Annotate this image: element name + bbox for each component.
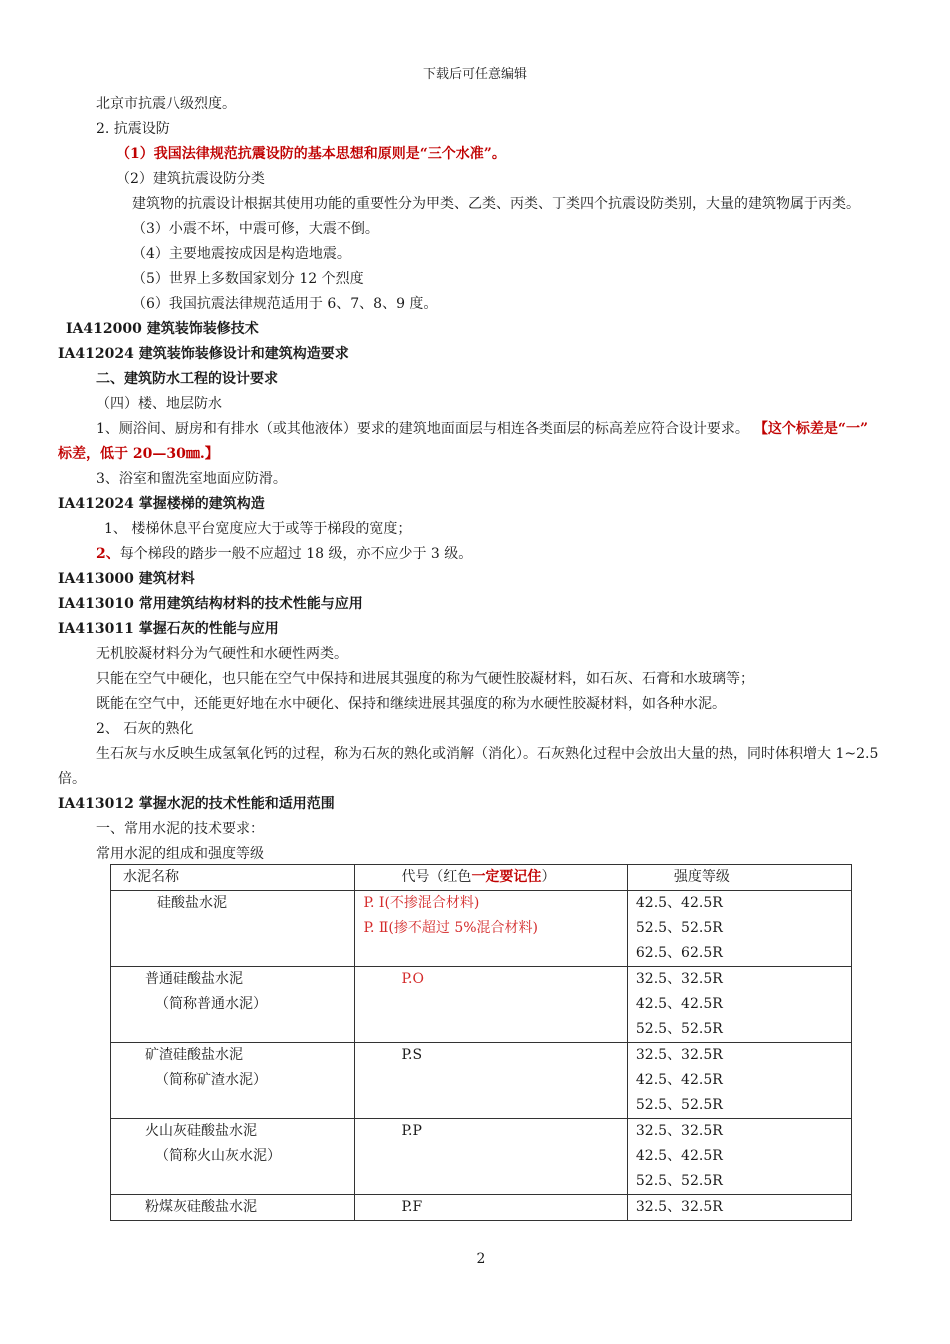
section-heading: IA412024 建筑装饰装修设计和建筑构造要求: [58, 346, 349, 362]
text-line: [96, 545, 472, 563]
cement-name: （简称火山灰水泥）: [155, 1148, 281, 1164]
cement-name: （简称矿渣水泥）: [155, 1072, 267, 1088]
strength-grade: 62.5、62.5R: [635, 945, 723, 961]
section-heading: IA413012 掌握水泥的技术性能和适用范围: [58, 796, 335, 812]
section-heading: 二、建筑防水工程的设计要求: [96, 371, 278, 387]
cement-code: P.S: [401, 1047, 423, 1063]
cement-name: 粉煤灰硅酸盐水泥: [145, 1199, 257, 1215]
text-line: 既能在空气中，还能更好地在水中硬化、保持和继续进展其强度的称为水硬性胶凝材料，如各种水泥。: [96, 696, 726, 712]
cement-name: 矿渣硅酸盐水泥: [145, 1047, 243, 1063]
highlight-line: 标差，低于 20—30㎜.】: [58, 446, 219, 462]
cement-code-cell: [355, 1043, 627, 1119]
text-line: （4）主要地震按成因是构造地震。: [132, 246, 351, 262]
page-header: 下载后可任意编辑: [422, 67, 527, 82]
table-row: [111, 967, 852, 1043]
text-line: 北京市抗震八级烈度。: [96, 96, 236, 112]
cement-name-cell: [111, 891, 355, 967]
text-line: 1、 楼梯休息平台宽度应大于或等于梯段的宽度；: [104, 521, 412, 537]
text-line: 一、常用水泥的技术要求：: [96, 821, 264, 837]
strength-grade: 32.5、32.5R: [635, 1123, 723, 1139]
header-cell-grade: 强度等级: [627, 865, 851, 891]
cement-name: 普通硅酸盐水泥: [145, 971, 243, 987]
table-row: [111, 891, 852, 967]
text-line: （6）我国抗震法律规范适用于 6、7、8、9 度。: [132, 296, 438, 312]
text-line: 建筑物的抗震设计根据其使用功能的重要性分为甲类、乙类、丙类、丁类四个抗震设防类别，大量的建筑物属于丙类。: [132, 196, 860, 212]
section-heading: IA413010 常用建筑结构材料的技术性能与应用: [58, 596, 363, 612]
highlight-line: （1）我国法律规范抗震设防的基本思想和原则是“三个水准”。: [116, 146, 506, 162]
cement-grade-cell: [627, 967, 851, 1043]
cement-table: [110, 864, 852, 1221]
text-fragment: 1、厕浴间、厨房和有排水（或其他液体）要求的建筑地面面层与相连各类面层的标高差应符合设计要求。: [96, 421, 749, 437]
text-line: 2、 石灰的熟化: [96, 721, 194, 737]
cement-code-cell: [355, 1119, 627, 1195]
strength-grade: 42.5、42.5R: [635, 1148, 723, 1164]
strength-grade: 52.5、52.5R: [635, 1097, 723, 1113]
text-line: （5）世界上多数国家划分 12 个烈度: [132, 271, 364, 287]
cement-name: （简称普通水泥）: [155, 996, 267, 1012]
text-line: 生石灰与水反映生成氢氧化钙的过程，称为石灰的熟化或消解（消化）。石灰熟化过程中会放出大量的热，同时体积增大 1~2.5: [96, 746, 879, 762]
text-fragment: 每个梯段的踏步一般不应超过 18 级，亦不应少于 3 级。: [119, 546, 473, 562]
table-header-row: [111, 865, 852, 891]
strength-grade: 42.5、42.5R: [635, 996, 723, 1012]
cement-code: P. Ⅰ(不掺混合材料): [363, 895, 480, 911]
text-line: 3、浴室和盥洗室地面应防滑。: [96, 471, 287, 487]
cement-grade-cell: [627, 1195, 851, 1221]
section-heading: 2. 抗震设防: [96, 121, 170, 137]
text-line: （3）小震不坏，中震可修，大震不倒。: [132, 221, 379, 237]
cement-name-cell: [111, 967, 355, 1043]
text-line: [96, 420, 868, 438]
text-line: 无机胶凝材料分为气硬性和水硬性两类。: [96, 646, 348, 662]
cement-code: P.O: [401, 971, 424, 987]
section-heading: IA413000 建筑材料: [58, 571, 195, 587]
cement-name: 硅酸盐水泥: [157, 895, 227, 911]
section-heading: IA412024 掌握楼梯的建筑构造: [58, 496, 265, 512]
text-line: 倍。: [58, 771, 86, 787]
page-number: 2: [476, 1251, 486, 1267]
cement-code-cell: [355, 967, 627, 1043]
cement-grade-cell: [627, 1043, 851, 1119]
strength-grade: 52.5、52.5R: [635, 1173, 723, 1189]
table-caption: 常用水泥的组成和强度等级: [96, 846, 264, 862]
cement-name-cell: [111, 1043, 355, 1119]
highlight-fragment: 【这个标差是“一”: [760, 421, 869, 437]
text-line: （2）建筑抗震设防分类: [116, 171, 265, 187]
cement-code-cell: [355, 1195, 627, 1221]
table-row: [111, 1119, 852, 1195]
header-cell-name: 水泥名称: [111, 865, 355, 891]
strength-grade: 32.5、32.5R: [635, 1199, 723, 1215]
text-line: （四）楼、地层防水: [96, 396, 222, 412]
cement-code: P. Ⅱ(掺不超过 5%混合材料): [363, 920, 539, 936]
strength-grade: 32.5、32.5R: [635, 1047, 723, 1063]
cement-grade-cell: [627, 1119, 851, 1195]
text-line: 只能在空气中硬化，也只能在空气中保持和进展其强度的称为气硬性胶凝材料，如石灰、石膏和水玻璃等；: [96, 671, 754, 687]
cement-code-cell: [355, 891, 627, 967]
strength-grade: 52.5、52.5R: [635, 1021, 723, 1037]
table-row: [111, 1043, 852, 1119]
strength-grade: 42.5、42.5R: [635, 1072, 723, 1088]
header-cell-code: 代号（红色一定要记住）: [355, 865, 627, 891]
cement-code: P.P: [401, 1123, 422, 1139]
strength-grade: 52.5、52.5R: [635, 920, 723, 936]
list-number: 2、: [96, 546, 120, 562]
section-heading: IA413011 掌握石灰的性能与应用: [58, 621, 279, 637]
cement-name-cell: [111, 1195, 355, 1221]
cement-grade-cell: [627, 891, 851, 967]
cement-name-cell: [111, 1119, 355, 1195]
cement-code: P.F: [401, 1199, 423, 1215]
cement-name: 火山灰硅酸盐水泥: [145, 1123, 257, 1139]
table-row: [111, 1195, 852, 1221]
strength-grade: 32.5、32.5R: [635, 971, 723, 987]
strength-grade: 42.5、42.5R: [635, 895, 723, 911]
section-heading: IA412000 建筑装饰装修技术: [66, 321, 259, 337]
